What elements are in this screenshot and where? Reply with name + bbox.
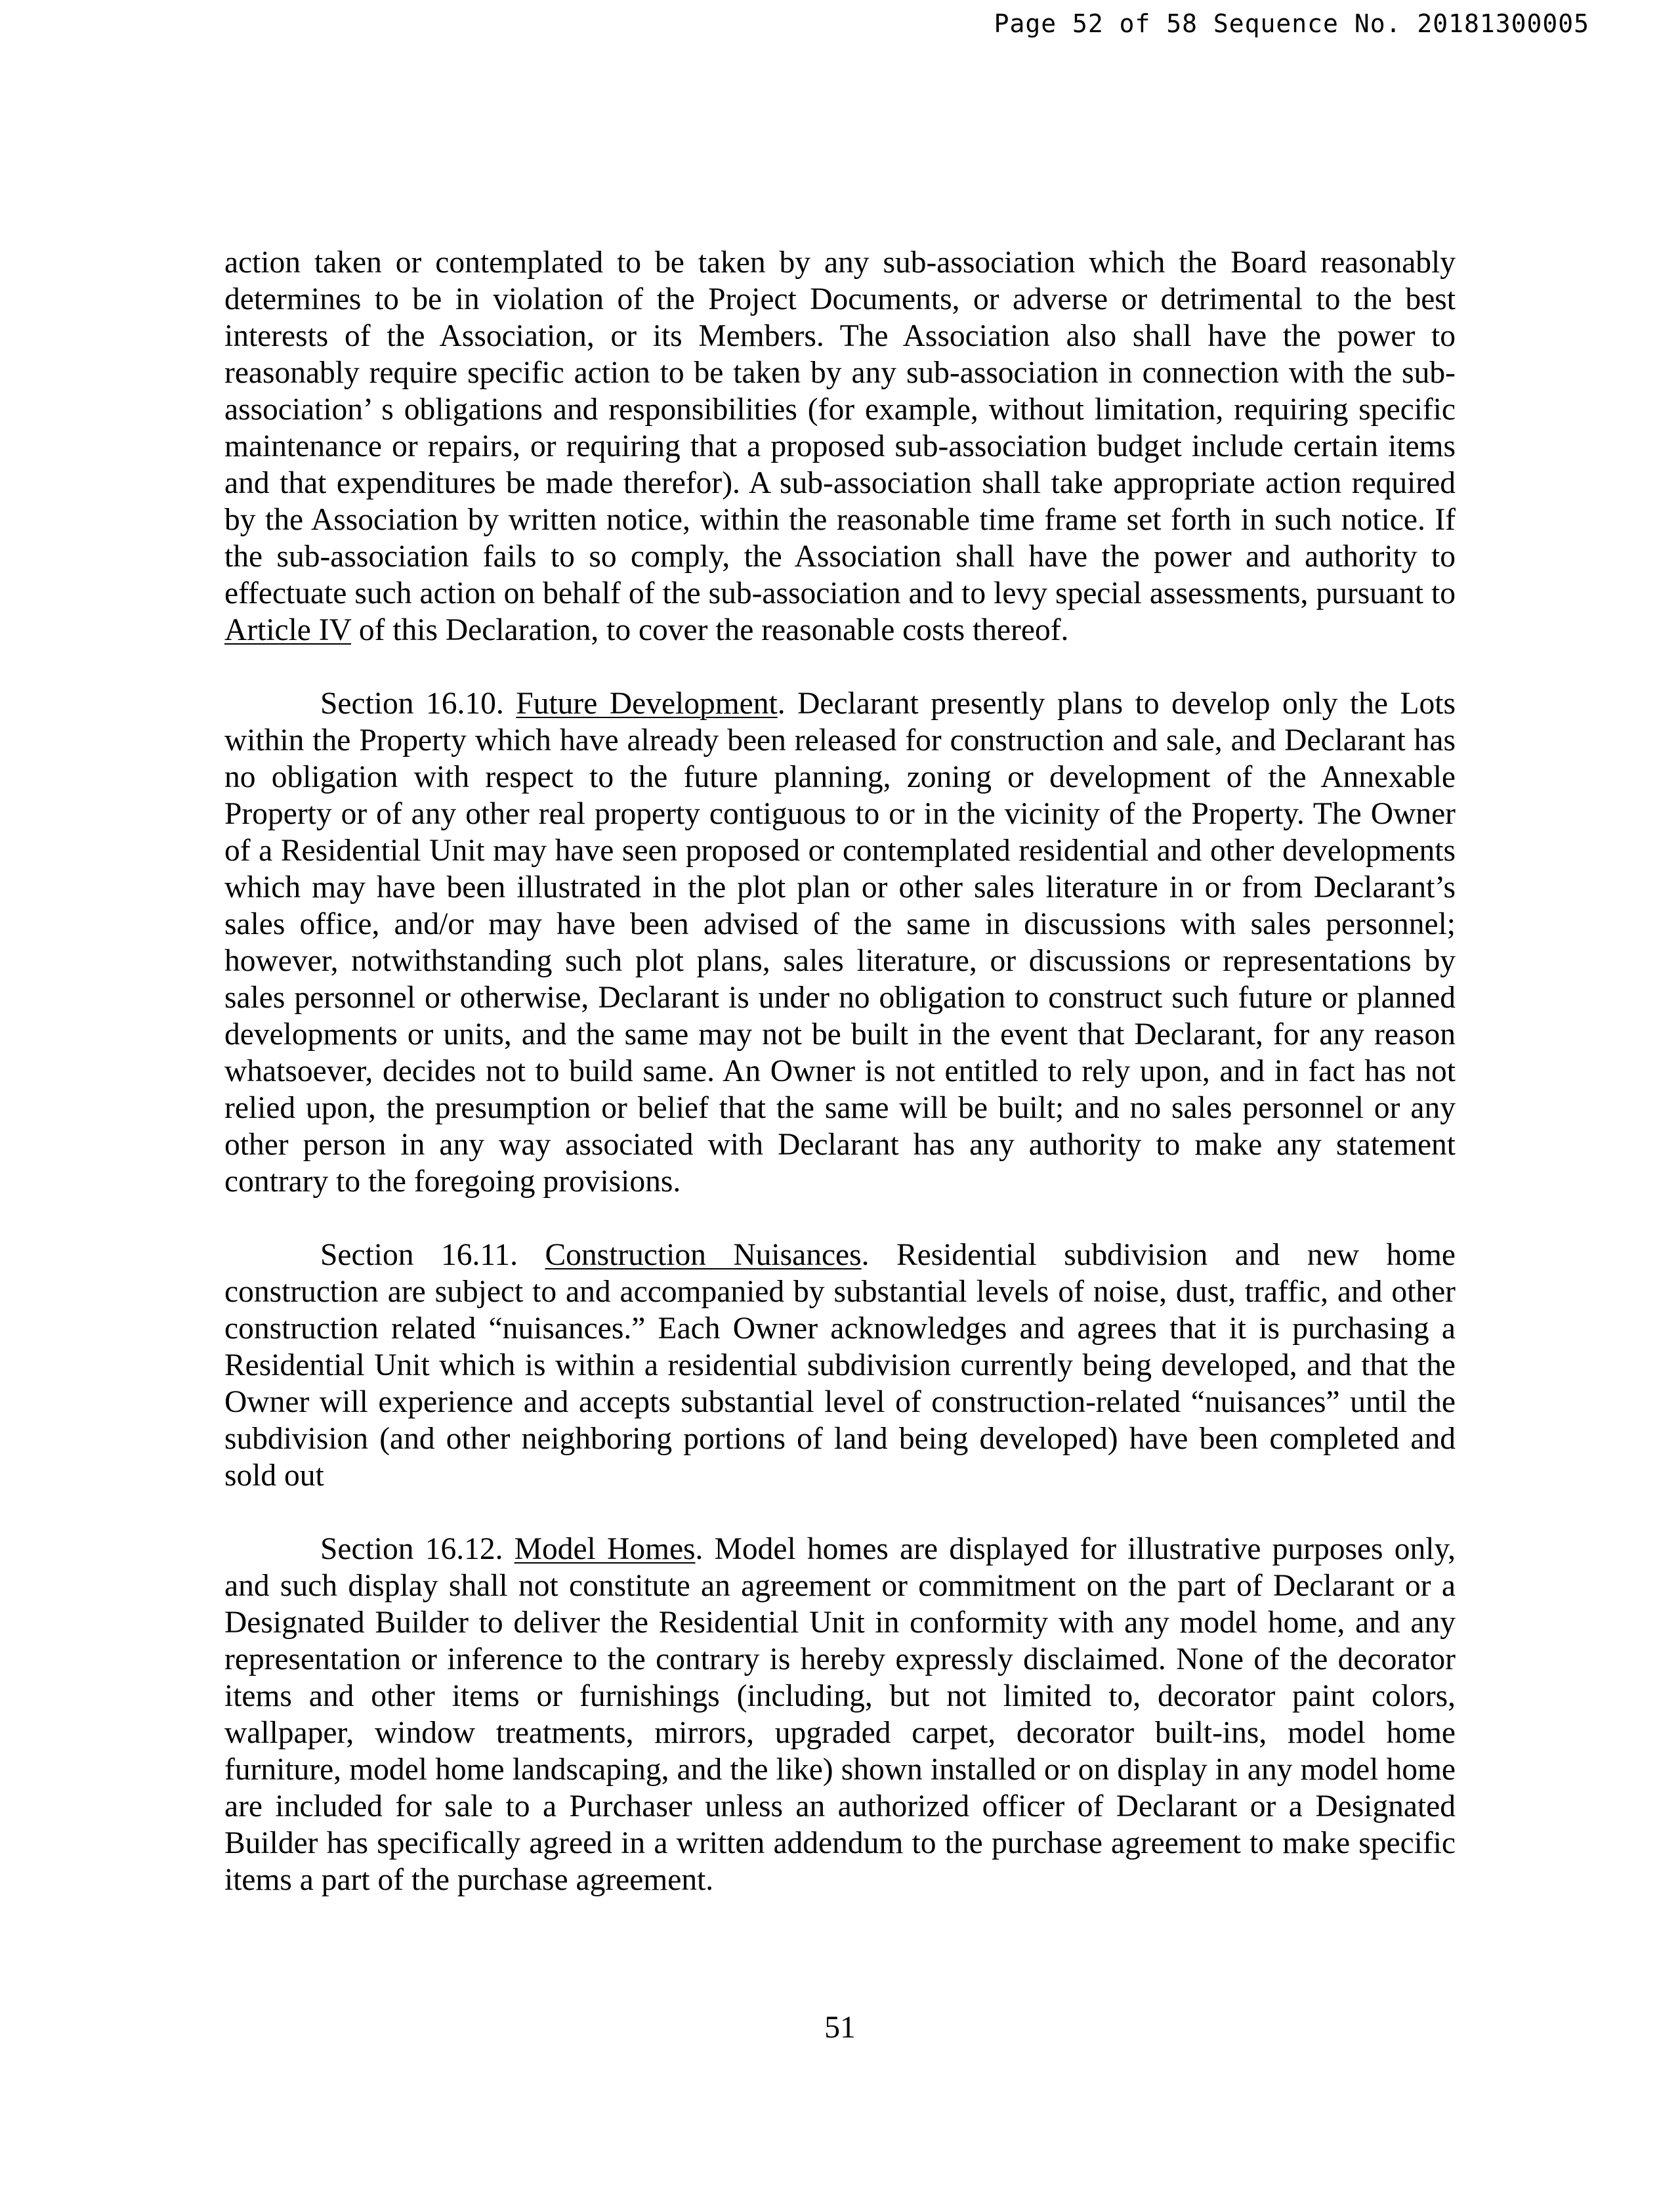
section-number: Section 16.11.	[320, 1238, 545, 1272]
section-number: Section 16.12.	[320, 1532, 514, 1566]
section-16-10	[224, 685, 1456, 1200]
document-body	[224, 244, 1456, 1935]
page-sequence-header: Page 52 of 58 Sequence No. 20181300005	[994, 9, 1589, 38]
section-number: Section 16.10.	[320, 687, 516, 721]
section-heading: Future Development	[516, 687, 778, 721]
page-number: 51	[824, 2011, 856, 2045]
paragraph-text: action taken or contemplated to be taken by any sub-association which the Board reasonably determines to be in violation of the Project Documents, or adverse or detrimental to the best interests of the Association, or its Members. The Association also shall have the power to reasonably require specific action to be taken by any sub-association in connection with the sub-association’ s obligations and responsibilities (for example, without limitation, requiring specific maintenance or repairs, or requiring that a proposed sub-association budget include certain items and that expenditures be made therefor). A sub-association shall take appropriate action required by the Association by written notice, within the reasonable time frame set forth in such notice. If the sub-association fails to so comply, the Association shall have the power and authority to effectuate such action on behalf of the sub-association and to levy special assessments, pursuant to	[224, 245, 1456, 610]
section-body: . Residential subdivision and new home construction are subject to and accompanied by substantial levels of noise, dust, traffic, and other construction related “nuisances.” Each Owner acknowledges and agrees that it is purchasing a Residential Unit which is within a residential subdivision currently being developed, and that the Owner will experience and accepts substantial level of construction-related “nuisances” until the subdivision (and other neighboring portions of land being developed) have been completed and sold out	[224, 1238, 1456, 1493]
article-iv-reference: Article IV	[224, 613, 352, 647]
section-body: . Declarant presently plans to develop only the Lots within the Property which have already been released for construction and sale, and Declarant has no obligation with respect to the future planning, zoning or development of the Annexable Property or of any other real property contiguous to or in the vicinity of the Property. The Owner of a Residential Unit may have seen proposed or contemplated residential and other developments which may have been illustrated in the plot plan or other sales literature in or from Declarant’s sales office, and/or may have been advised of the same in discussions with sales personnel; however, notwithstanding such plot plans, sales literature, or discussions or representations by sales personnel or otherwise, Declarant is under no obligation to construct such future or planned developments or units, and the same may not be built in the event that Declarant, for any reason whatsoever, decides not to build same. An Owner is not entitled to rely upon, and in fact has not relied upon, the presumption or belief that the same will be built; and no sales personnel or any other person in any way associated with Declarant has any authority to make any statement contrary to the foregoing provisions.	[224, 687, 1456, 1199]
paragraph-text-end: of this Declaration, to cover the reasonable costs thereof.	[351, 613, 1069, 647]
section-body: . Model homes are displayed for illustrative purposes only, and such display shall not constitute an agreement or commitment on the part of Declarant or a Designated Builder to deliver the Residential Unit in conformity with any model home, and any representation or inference to the contrary is hereby expressly disclaimed. None of the decorator items and other items or furnishings (including, but not limited to, decorator paint colors, wallpaper, window treatments, mirrors, upgraded carpet, decorator built-ins, model home furniture, model home landscaping, and the like) shown installed or on display in any model home are included for sale to a Purchaser unless an authorized officer of Declarant or a Designated Builder has specifically agreed in a written addendum to the purchase agreement to make specific items a part of the purchase agreement.	[224, 1532, 1456, 1897]
section-16-11	[224, 1237, 1456, 1494]
section-16-12	[224, 1531, 1456, 1898]
paragraph-continuation	[224, 244, 1456, 649]
section-heading: Construction Nuisances	[545, 1238, 862, 1272]
section-heading: Model Homes	[514, 1532, 696, 1566]
